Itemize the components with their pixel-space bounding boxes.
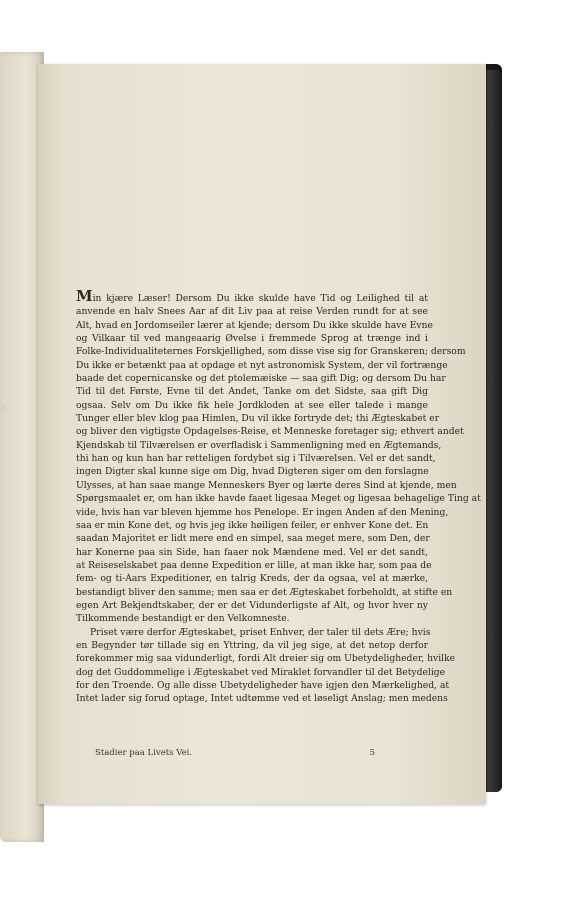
text-line-content: Alt, hvad en Jordomseiler lærer at kjende; dersom Du ikke skulde have Evne xyxy=(76,319,433,331)
text-line xyxy=(76,372,446,385)
text-line-content: Tilkommende bestandigt er den Velkomneste. xyxy=(76,613,290,625)
text-line xyxy=(76,492,481,505)
text-line xyxy=(76,572,428,585)
text-line xyxy=(76,332,428,345)
text-line xyxy=(76,519,428,532)
text-line-content: Priset være derfor Ægteskabet, priset Enhver, der taler til dets Ære; hvis xyxy=(90,626,431,638)
text-line-content: saadan Majoritet er lidt mere end en simpel, saa meget mere, som Den, der xyxy=(76,533,430,545)
text-line-content: ingen Digter skal kunne sige om Dig, hvad Digteren siger om den forslagne xyxy=(76,466,429,478)
text-line xyxy=(76,692,448,705)
text-line xyxy=(76,546,428,559)
text-line-content: Kjendskab til Tilværelsen er overfladisk i Sammenligning med en Ægtemands, xyxy=(76,439,442,451)
text-line-content: anvende en halv Snees Aar af dit Liv paa at reise Verden rundt for at see xyxy=(76,306,428,318)
text-line xyxy=(76,532,428,545)
text-line-content: bestandigt bliver den samme; men saa er det Ægteskabet forbeholdt, at stifte en xyxy=(76,586,453,598)
text-line xyxy=(76,652,456,665)
text-line xyxy=(76,287,428,305)
text-line-content: baade det copernicanske og det ptolemæiske — saa gift Dig; og dersom Du har xyxy=(76,373,446,385)
text-line xyxy=(76,639,428,652)
text-line-content: at Reiseselskabet paa denne Expedition er lille, at man ikke har, som paa de xyxy=(76,559,432,571)
text-line xyxy=(76,359,448,372)
text-line-content: Tunger eller blev klog paa Himlen, Du vil ikke fortryde det; thi Ægteskabet er xyxy=(76,413,440,425)
text-line xyxy=(76,586,453,599)
running-title: Stadier paa Livets Vei. xyxy=(95,748,193,758)
text-line-content: en Begynder tør tillade sig en Yttring, da vil jeg sige, at det netop derfor xyxy=(76,639,428,651)
text-line-content: in kjære Læser! Dersom Du ikke skulde have Tid og Leilighed til at xyxy=(92,293,428,304)
text-line xyxy=(76,679,450,692)
text-line-content: Ulysses, at han saae mange Menneskers Byer og lærte deres Sind at kjende, men xyxy=(76,479,457,491)
text-line xyxy=(76,452,436,465)
text-line-content: Intet lader sig forud optage, Intet udtømme ved et løseligt Anslag; men medens xyxy=(76,693,448,705)
text-line-content: for den Troende. Og alle disse Ubetydeligheder have igjen den Mærkelighed, at xyxy=(76,679,450,691)
text-line-content: dog det Guddommelige i Ægteskabet ved Miraklet forvandler til det Betydelige xyxy=(76,666,446,678)
text-line-content: egen Art Bekjendtskaber, der er det Vidunderligste af Alt, og hvor hver ny xyxy=(76,599,428,611)
text-line-content: Spørgsmaalet er, om han ikke havde faaet ligesaa Meget og ligesaa behagelige Ting at xyxy=(76,493,481,505)
text-line xyxy=(76,479,457,492)
text-line-content: Du ikke er betænkt paa at opdage et nyt astronomisk System, der vil fortrænge xyxy=(76,359,448,371)
text-line xyxy=(76,465,428,478)
text-line-content: og bliver den vigtigste Opdagelses-Reise, et Menneske foretager sig; ethvert andet xyxy=(76,426,464,438)
text-line xyxy=(76,599,428,612)
text-line xyxy=(76,439,442,452)
text-line xyxy=(76,399,428,412)
text-line-content: fem- og ti-Aars Expeditioner, en talrig Kreds, der da ogsaa, vel at mærke, xyxy=(76,573,428,585)
text-line xyxy=(76,612,428,625)
text-line-content: har Konerne paa sin Side, han faaer nok Mændene med. Vel er det sandt, xyxy=(76,546,428,558)
text-line-content: ogsaa. Selv om Du ikke fik hele Jordkloden at see eller talede i mange xyxy=(76,399,428,411)
text-line xyxy=(76,559,432,572)
text-line xyxy=(76,345,466,358)
text-line xyxy=(76,305,428,318)
text-line-content: vide, hvis han var bleven hjemme hos Penelope. Er ingen Anden af den Mening, xyxy=(76,506,449,518)
text-line xyxy=(76,319,433,332)
text-line-content: og Vilkaar til ved mangeaarig Øvelse i fremmede Sprog at trænge ind i xyxy=(76,333,428,345)
text-line xyxy=(76,666,446,679)
page-footer xyxy=(95,748,375,758)
text-line xyxy=(76,425,464,438)
text-line xyxy=(76,385,428,398)
text-line xyxy=(76,506,449,519)
text-line-content: saa er min Kone det, og hvis jeg ikke høiligen feiler, er enhver Kone det. En xyxy=(76,519,429,531)
left-page-fragment: “ xyxy=(2,407,5,413)
drop-cap: M xyxy=(76,287,93,305)
text-line xyxy=(76,626,431,639)
text-line xyxy=(76,412,440,425)
text-line-content: forekommer mig saa vidunderligt, fordi Alt dreier sig om Ubetydeligheder, hvilke xyxy=(76,653,456,665)
text-line-content: Folke-Individualiteternes Forskjellighed, som disse vise sig for Granskeren; dersom xyxy=(76,346,466,358)
page-number: 5 xyxy=(369,748,375,758)
body-text xyxy=(76,287,481,706)
text-line-content: Tid til det Første, Evne til det Andet, Tanke om det Sidste, saa gift Dig xyxy=(76,386,428,398)
text-line-content: thi han og kun han har retteligen fordybet sig i Tilværelsen. Vel er det sandt, xyxy=(76,453,436,465)
